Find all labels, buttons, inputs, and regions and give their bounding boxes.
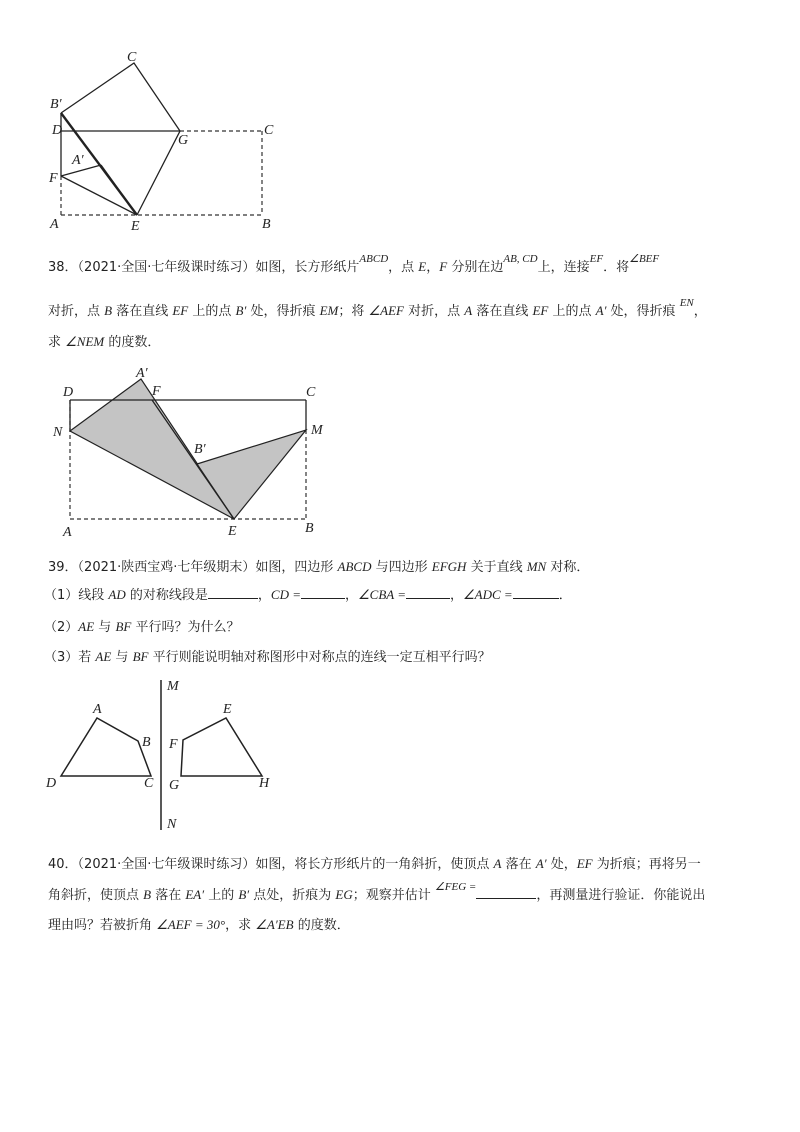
math-term: ∠CBA = — [358, 587, 407, 602]
label-a: A — [63, 525, 72, 540]
q40-line-3 — [48, 916, 350, 935]
quadrilateral-efgh — [181, 718, 262, 776]
q38-number: 38． — [48, 260, 78, 275]
text-run: 处，得折痕 — [606, 304, 680, 319]
math-term: ∠AEF — [368, 303, 404, 318]
text-run: 为折痕；再将另一 — [592, 857, 701, 872]
label-n: N — [53, 425, 63, 440]
text-run: ，求 — [225, 918, 256, 933]
label-m: M — [167, 679, 179, 694]
answer-blank — [301, 586, 345, 599]
q39-line-1 — [48, 558, 589, 577]
q38-text-2 — [48, 297, 707, 319]
q38-line-3 — [48, 333, 160, 352]
q39-text-sub3 — [44, 650, 491, 665]
q39-sub-3 — [44, 648, 491, 667]
text-run: ，再测量进行验证．你能说出 — [536, 888, 706, 903]
math-term-raised: EN — [679, 297, 694, 309]
text-run: ， — [693, 304, 707, 319]
text-run: 上的 — [204, 888, 239, 903]
answer-blank — [513, 586, 559, 599]
text-run: （1）线段 — [44, 588, 109, 603]
label-e: E — [228, 524, 237, 539]
math-term: B — [104, 303, 113, 318]
text-run: 与 — [94, 620, 116, 635]
figure-q37 — [0, 0, 320, 240]
label-f: F — [152, 384, 161, 399]
q38-text-3 — [48, 335, 160, 350]
text-run: 对折，点 — [403, 304, 465, 319]
text-run: 关于直线 — [466, 560, 527, 575]
text-run: ；观察并估计 — [352, 888, 435, 903]
text-run: ，点 — [388, 260, 419, 275]
math-term: EG — [335, 887, 353, 902]
label-d: D — [63, 385, 74, 400]
math-term-raised: EF — [589, 253, 604, 265]
math-term-raised: ∠BEF — [629, 253, 660, 265]
math-term: EA′ — [185, 887, 205, 902]
text-run: ；将 — [338, 304, 369, 319]
q39-text-sub2 — [44, 620, 239, 635]
text-run: 求 — [48, 335, 66, 350]
text-run: 分别在边 — [447, 260, 504, 275]
label-c: C — [144, 776, 154, 791]
text-run: 处， — [546, 857, 577, 872]
q38-source: （2021·全国·七年级课时练习） — [77, 260, 256, 275]
math-term: EF — [576, 856, 593, 871]
label-c-top: C — [127, 50, 137, 65]
math-term: AE — [78, 619, 95, 634]
text-run: （3）若 — [44, 650, 96, 665]
math-term: AE — [95, 649, 112, 664]
text-run: 如图，四边形 — [255, 560, 338, 575]
answer-blank — [406, 586, 450, 599]
answer-blank — [476, 886, 536, 899]
text-run: 点处，折痕为 — [249, 888, 336, 903]
math-term-raised: ABCD — [359, 253, 389, 265]
q40-text-2 — [48, 881, 706, 903]
q38-line-2 — [48, 297, 707, 321]
label-b-prime: B′ — [194, 442, 206, 457]
math-term: E — [418, 259, 427, 274]
math-term: ∠AEF = 30° — [156, 917, 226, 932]
label-b: B — [262, 217, 271, 232]
math-term: F — [439, 259, 448, 274]
label-e: E — [223, 702, 232, 717]
text-run: 落在 — [501, 857, 536, 872]
label-m: M — [311, 423, 323, 438]
math-term: B′ — [235, 303, 247, 318]
text-run: 处，得折痕 — [246, 304, 320, 319]
label-a: A — [93, 702, 102, 717]
text-run: ， — [426, 260, 440, 275]
text-run: 如图，将长方形纸片的一角斜折，使顶点 — [255, 857, 494, 872]
label-a-prime: A′ — [72, 153, 84, 168]
label-g: G — [178, 133, 189, 148]
text-run: 的度数． — [104, 335, 161, 350]
math-term: A′ — [595, 303, 607, 318]
label-a-prime: A′ — [136, 366, 148, 381]
text-run: （2） — [44, 620, 79, 635]
label-d: D — [46, 776, 57, 791]
figure-q39 — [0, 670, 320, 840]
math-term: ∠A′EB — [255, 917, 294, 932]
q39-text-sub1 — [44, 588, 572, 603]
text-run: 平行吗？为什么？ — [131, 620, 240, 635]
text-run: 上，连接 — [537, 260, 590, 275]
label-n: N — [167, 817, 177, 832]
math-term: MN — [526, 559, 547, 574]
q39-sub-1 — [44, 586, 572, 605]
text-run: ． — [558, 588, 572, 603]
math-term: ∠ADC = — [463, 587, 513, 602]
q39-sub-2 — [44, 618, 239, 637]
fold-line-f-e — [61, 176, 137, 215]
text-run: 理由吗？若被折角 — [48, 918, 157, 933]
label-b-prime: B′ — [50, 97, 62, 112]
text-run: 的度数． — [293, 918, 350, 933]
q39-text-1 — [255, 560, 589, 575]
q38-text-1 — [255, 253, 660, 275]
text-run: 落在直线 — [112, 304, 173, 319]
q40-text-3 — [48, 918, 350, 933]
text-run: ， — [450, 588, 464, 603]
label-c: C — [306, 385, 316, 400]
text-run: 落在 — [151, 888, 186, 903]
q39-source: （2021·陕西宝鸡·七年级期末） — [77, 560, 256, 575]
text-run: ， — [257, 588, 271, 603]
math-term: B′ — [238, 887, 250, 902]
figure-q38 — [0, 355, 360, 545]
math-term: ∠NEM — [65, 334, 105, 349]
math-term: A′ — [535, 856, 547, 871]
quadrilateral-abcd — [61, 718, 151, 776]
text-run: ．将 — [603, 260, 630, 275]
math-term: AD — [108, 587, 126, 602]
q38-line-1 — [48, 253, 660, 277]
label-b: B — [305, 521, 314, 536]
math-term: ABCD — [337, 559, 372, 574]
edge-a-prime-e — [101, 165, 137, 215]
q40-number: 40． — [48, 857, 78, 872]
text-run: 平行则能说明轴对称图形中对称点的连线一定互相平行吗？ — [148, 650, 491, 665]
math-term: EM — [319, 303, 339, 318]
text-run: 对折，点 — [48, 304, 105, 319]
text-run: 与四边形 — [371, 560, 432, 575]
text-run: 与 — [111, 650, 133, 665]
label-a: A — [50, 217, 59, 232]
label-h: H — [259, 776, 270, 791]
q40-line-1 — [48, 855, 701, 874]
math-term: EF — [172, 303, 189, 318]
text-run: 如图，长方形纸片 — [255, 260, 360, 275]
q39-number: 39． — [48, 560, 78, 575]
text-run: 上的点 — [548, 304, 596, 319]
label-c: C — [264, 123, 274, 138]
math-term: CD = — [270, 587, 301, 602]
text-run: 的对称线段是 — [125, 588, 208, 603]
answer-blank — [208, 586, 258, 599]
math-term: BF — [132, 649, 149, 664]
text-run: 角斜折，使顶点 — [48, 888, 144, 903]
math-term: EFGH — [431, 559, 467, 574]
label-d: D — [52, 123, 63, 138]
math-term: B — [143, 887, 152, 902]
q40-text-1 — [255, 857, 700, 872]
label-f: F — [49, 171, 58, 186]
text-run: ， — [345, 588, 359, 603]
math-term: EF — [532, 303, 549, 318]
math-term: BF — [115, 619, 132, 634]
q40-source: （2021·全国·七年级课时练习） — [77, 857, 256, 872]
label-f: F — [169, 737, 178, 752]
text-run: 对称． — [546, 560, 590, 575]
text-run: 落在直线 — [472, 304, 533, 319]
math-term: A — [493, 856, 502, 871]
label-g: G — [169, 778, 180, 793]
math-term: A — [464, 303, 473, 318]
math-term-raised: AB, CD — [503, 253, 538, 265]
q40-line-2 — [48, 881, 706, 905]
label-b: B — [142, 735, 151, 750]
label-e: E — [131, 219, 140, 234]
text-run: 上的点 — [188, 304, 236, 319]
math-term-raised: ∠FEG = — [434, 881, 477, 893]
